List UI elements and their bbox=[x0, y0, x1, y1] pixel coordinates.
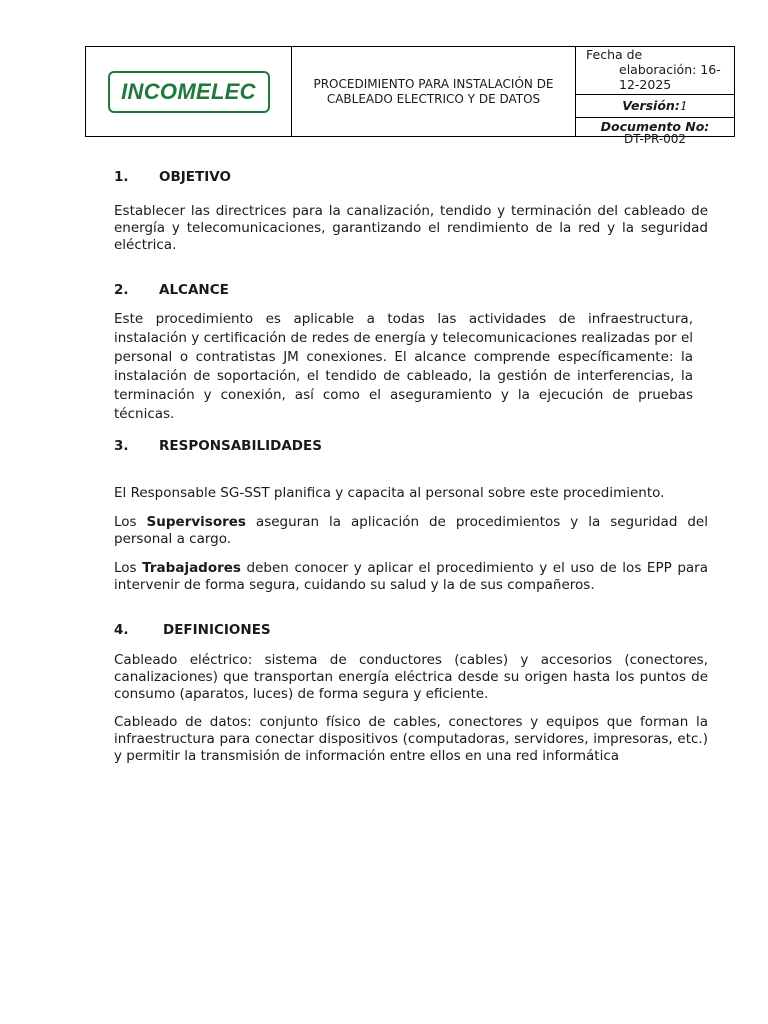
text-pre: Los bbox=[114, 560, 143, 576]
document-meta bbox=[576, 47, 734, 146]
section-title: RESPONSABILIDADES bbox=[159, 438, 322, 454]
text-bold: Supervisores bbox=[146, 514, 246, 530]
document-header bbox=[85, 46, 735, 146]
fecha-value-2: 12-2025 bbox=[619, 77, 672, 92]
section-title: ALCANCE bbox=[159, 282, 229, 298]
fecha-label: Fecha de bbox=[586, 47, 643, 62]
logo-cell bbox=[86, 47, 292, 136]
fecha-elaboracion bbox=[576, 47, 734, 95]
section-heading-alcance bbox=[114, 282, 229, 298]
definicion-cableado-datos: Cableado de datos: conjunto físico de cables, conectores y equipos que forman la infraestructura para conectar dispositivos (computadoras, servidores, impresoras, etc.) y permitir la transmisión de información entre ellos en una red informática bbox=[114, 714, 708, 764]
text-pre: Los bbox=[114, 514, 147, 530]
documento-numero bbox=[576, 118, 734, 146]
document-title-text: PROCEDIMIENTO PARA INSTALACIÓN DE CABLEADO ELECTRICO Y DE DATOS bbox=[313, 76, 554, 106]
company-logo bbox=[108, 71, 270, 113]
section-number: 1. bbox=[114, 169, 129, 185]
text-bold: Trabajadores bbox=[142, 560, 241, 576]
text-post: aseguran la aplicación de procedimientos y la seguridad del personal a cargo. bbox=[114, 514, 708, 547]
section-number: 4. bbox=[114, 622, 129, 638]
section-heading-definiciones bbox=[114, 622, 271, 638]
section-number: 3. bbox=[114, 438, 129, 454]
documento-value: DT-PR-002 bbox=[623, 132, 687, 146]
section-number: 2. bbox=[114, 282, 129, 298]
section-title: DEFINICIONES bbox=[163, 622, 271, 638]
definicion-cableado-electrico: Cableado eléctrico: sistema de conductores (cables) y accesorios (conectores, canalizaciones) que transportan energía eléctrica desde su origen hasta los puntos de consumo (aparatos, luces) de forma segura y eficiente. bbox=[114, 652, 708, 702]
alcance-paragraph: Este procedimiento es aplicable a todas las actividades de infraestructura, instalación y certificación de redes de energía y telecomunicaciones realizadas por el personal o contratistas JM conexiones. El alcance comprende específicamente: la instalación de soportación, el tendido de cableado, la gestión de interferencias, la terminación y conexión, así como el aseguramiento y la ejecución de pruebas técnicas. bbox=[114, 311, 693, 422]
trabajadores-paragraph bbox=[114, 560, 708, 594]
logo-text: INCOMELEC bbox=[121, 78, 256, 104]
responsable-sgsst-paragraph: El Responsable SG-SST planifica y capacita al personal sobre este procedimiento. bbox=[114, 485, 665, 501]
section-heading-responsabilidades bbox=[114, 438, 322, 454]
fecha-value: elaboración: 16- bbox=[619, 62, 721, 77]
objetivo-paragraph: Establecer las directrices para la canalización, tendido y terminación del cableado de energía y telecomunicaciones, garantizando el rendimiento de la red y la seguridad eléctrica. bbox=[114, 203, 708, 253]
document-title bbox=[292, 47, 576, 136]
supervisores-paragraph bbox=[114, 514, 708, 548]
version-value: 1 bbox=[679, 98, 688, 113]
version bbox=[576, 95, 734, 118]
section-title: OBJETIVO bbox=[159, 169, 231, 185]
documento-label: Documento No: bbox=[600, 119, 710, 134]
section-heading-objetivo bbox=[114, 169, 231, 185]
text-post: deben conocer y aplicar el procedimiento y el uso de los EPP para intervenir de forma segura, cuidando su salud y la de sus compañeros. bbox=[114, 560, 708, 593]
version-label: Versión: bbox=[622, 98, 680, 113]
